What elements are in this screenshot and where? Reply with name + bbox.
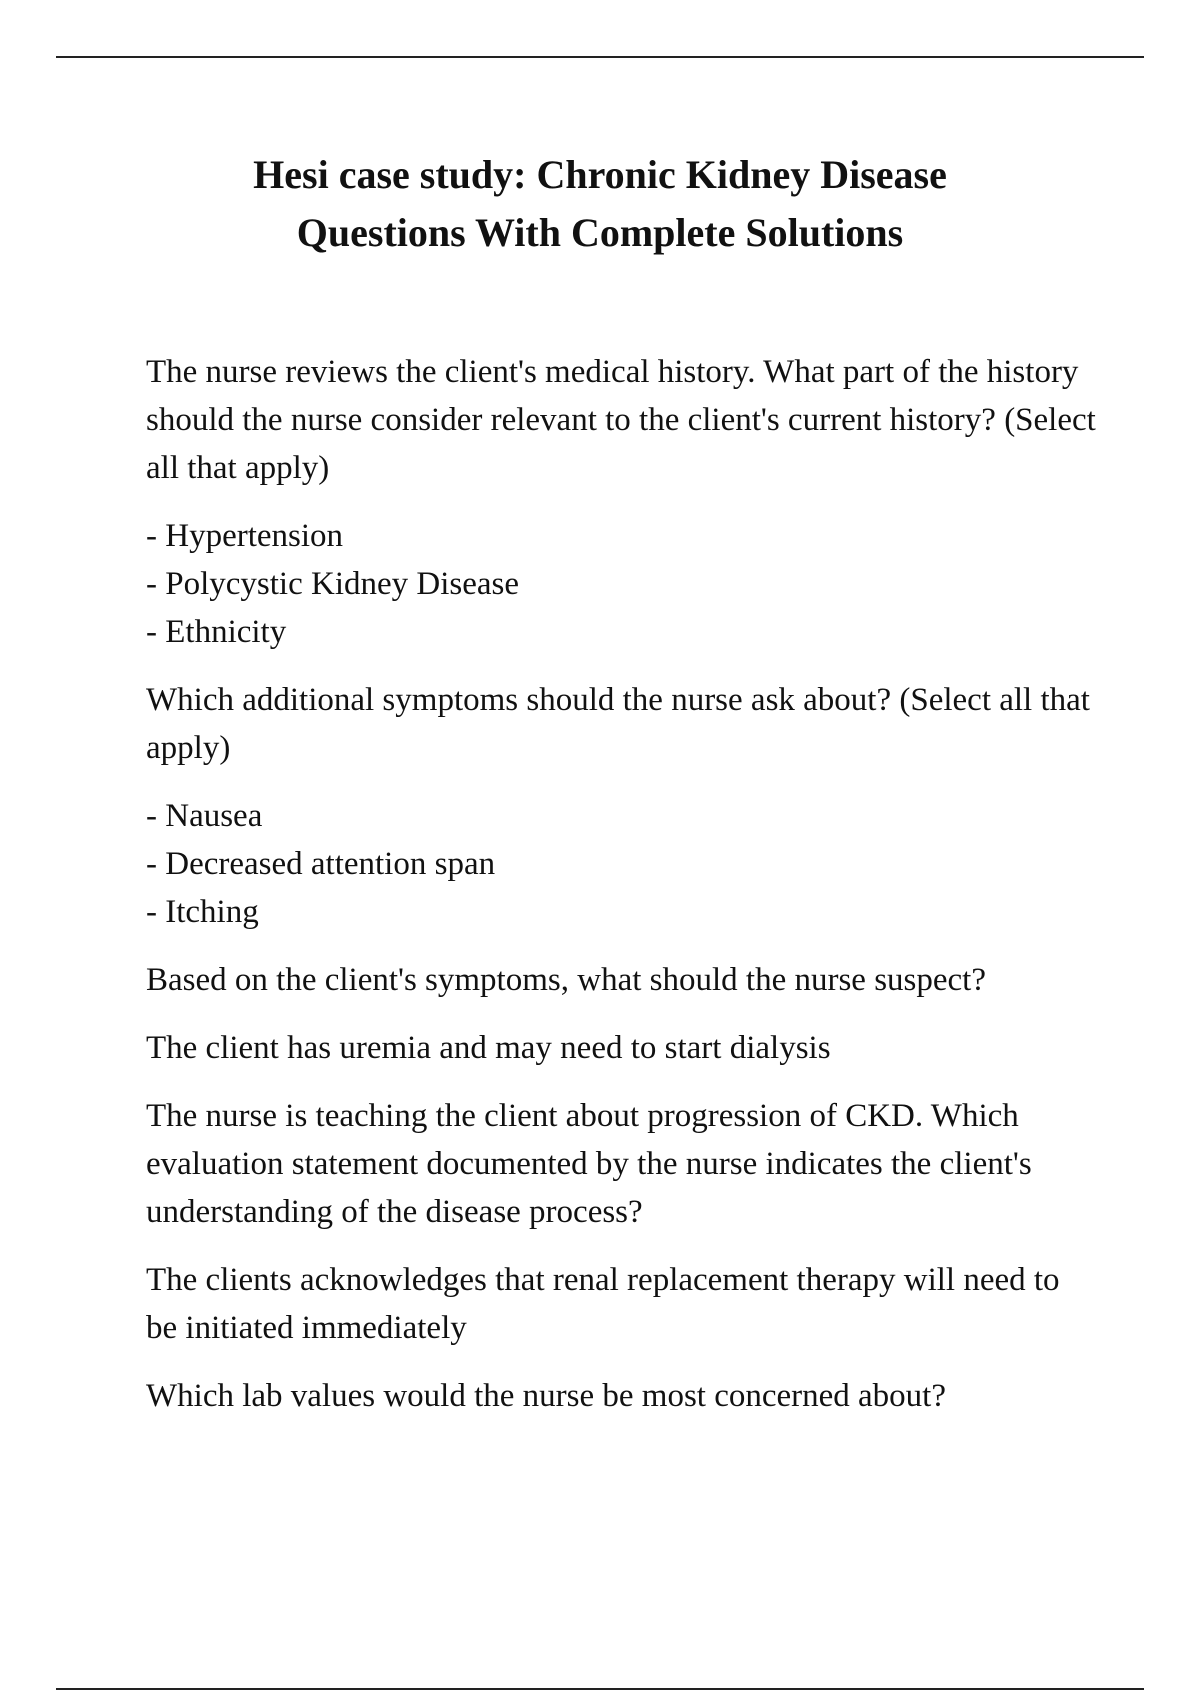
bottom-divider [56, 1688, 1144, 1690]
document-title [0, 146, 1200, 262]
title-line-1: Hesi case study: Chronic Kidney Disease [253, 152, 947, 197]
list-item: - Hypertension [146, 518, 344, 554]
list-item: - Itching [146, 894, 259, 930]
list-item: - Decreased attention span [146, 846, 496, 882]
question-1: The nurse reviews the client's medical history. What part of the history should the nurse consider relevant to the client's current history? (Select all that apply) [146, 354, 1096, 486]
list-item: - Polycystic Kidney Disease [146, 566, 520, 602]
document-body [146, 348, 1096, 1440]
top-divider [56, 56, 1144, 58]
answer-list-1 [146, 512, 1096, 656]
answer-4: The clients acknowledges that renal replacement therapy will need to be initiated immediately [146, 1262, 1060, 1346]
list-item: - Nausea [146, 798, 263, 834]
question-2: Which additional symptoms should the nurse ask about? (Select all that apply) [146, 682, 1090, 766]
answer-3: The client has uremia and may need to start dialysis [146, 1030, 831, 1066]
question-5: Which lab values would the nurse be most concerned about? [146, 1378, 946, 1414]
question-4: The nurse is teaching the client about progression of CKD. Which evaluation statement documented by the nurse indicates the client's understanding of the disease process? [146, 1098, 1032, 1230]
answer-list-2 [146, 792, 1096, 936]
title-line-2: Questions With Complete Solutions [296, 210, 904, 255]
question-3: Based on the client's symptoms, what should the nurse suspect? [146, 962, 986, 998]
list-item: - Ethnicity [146, 614, 287, 650]
